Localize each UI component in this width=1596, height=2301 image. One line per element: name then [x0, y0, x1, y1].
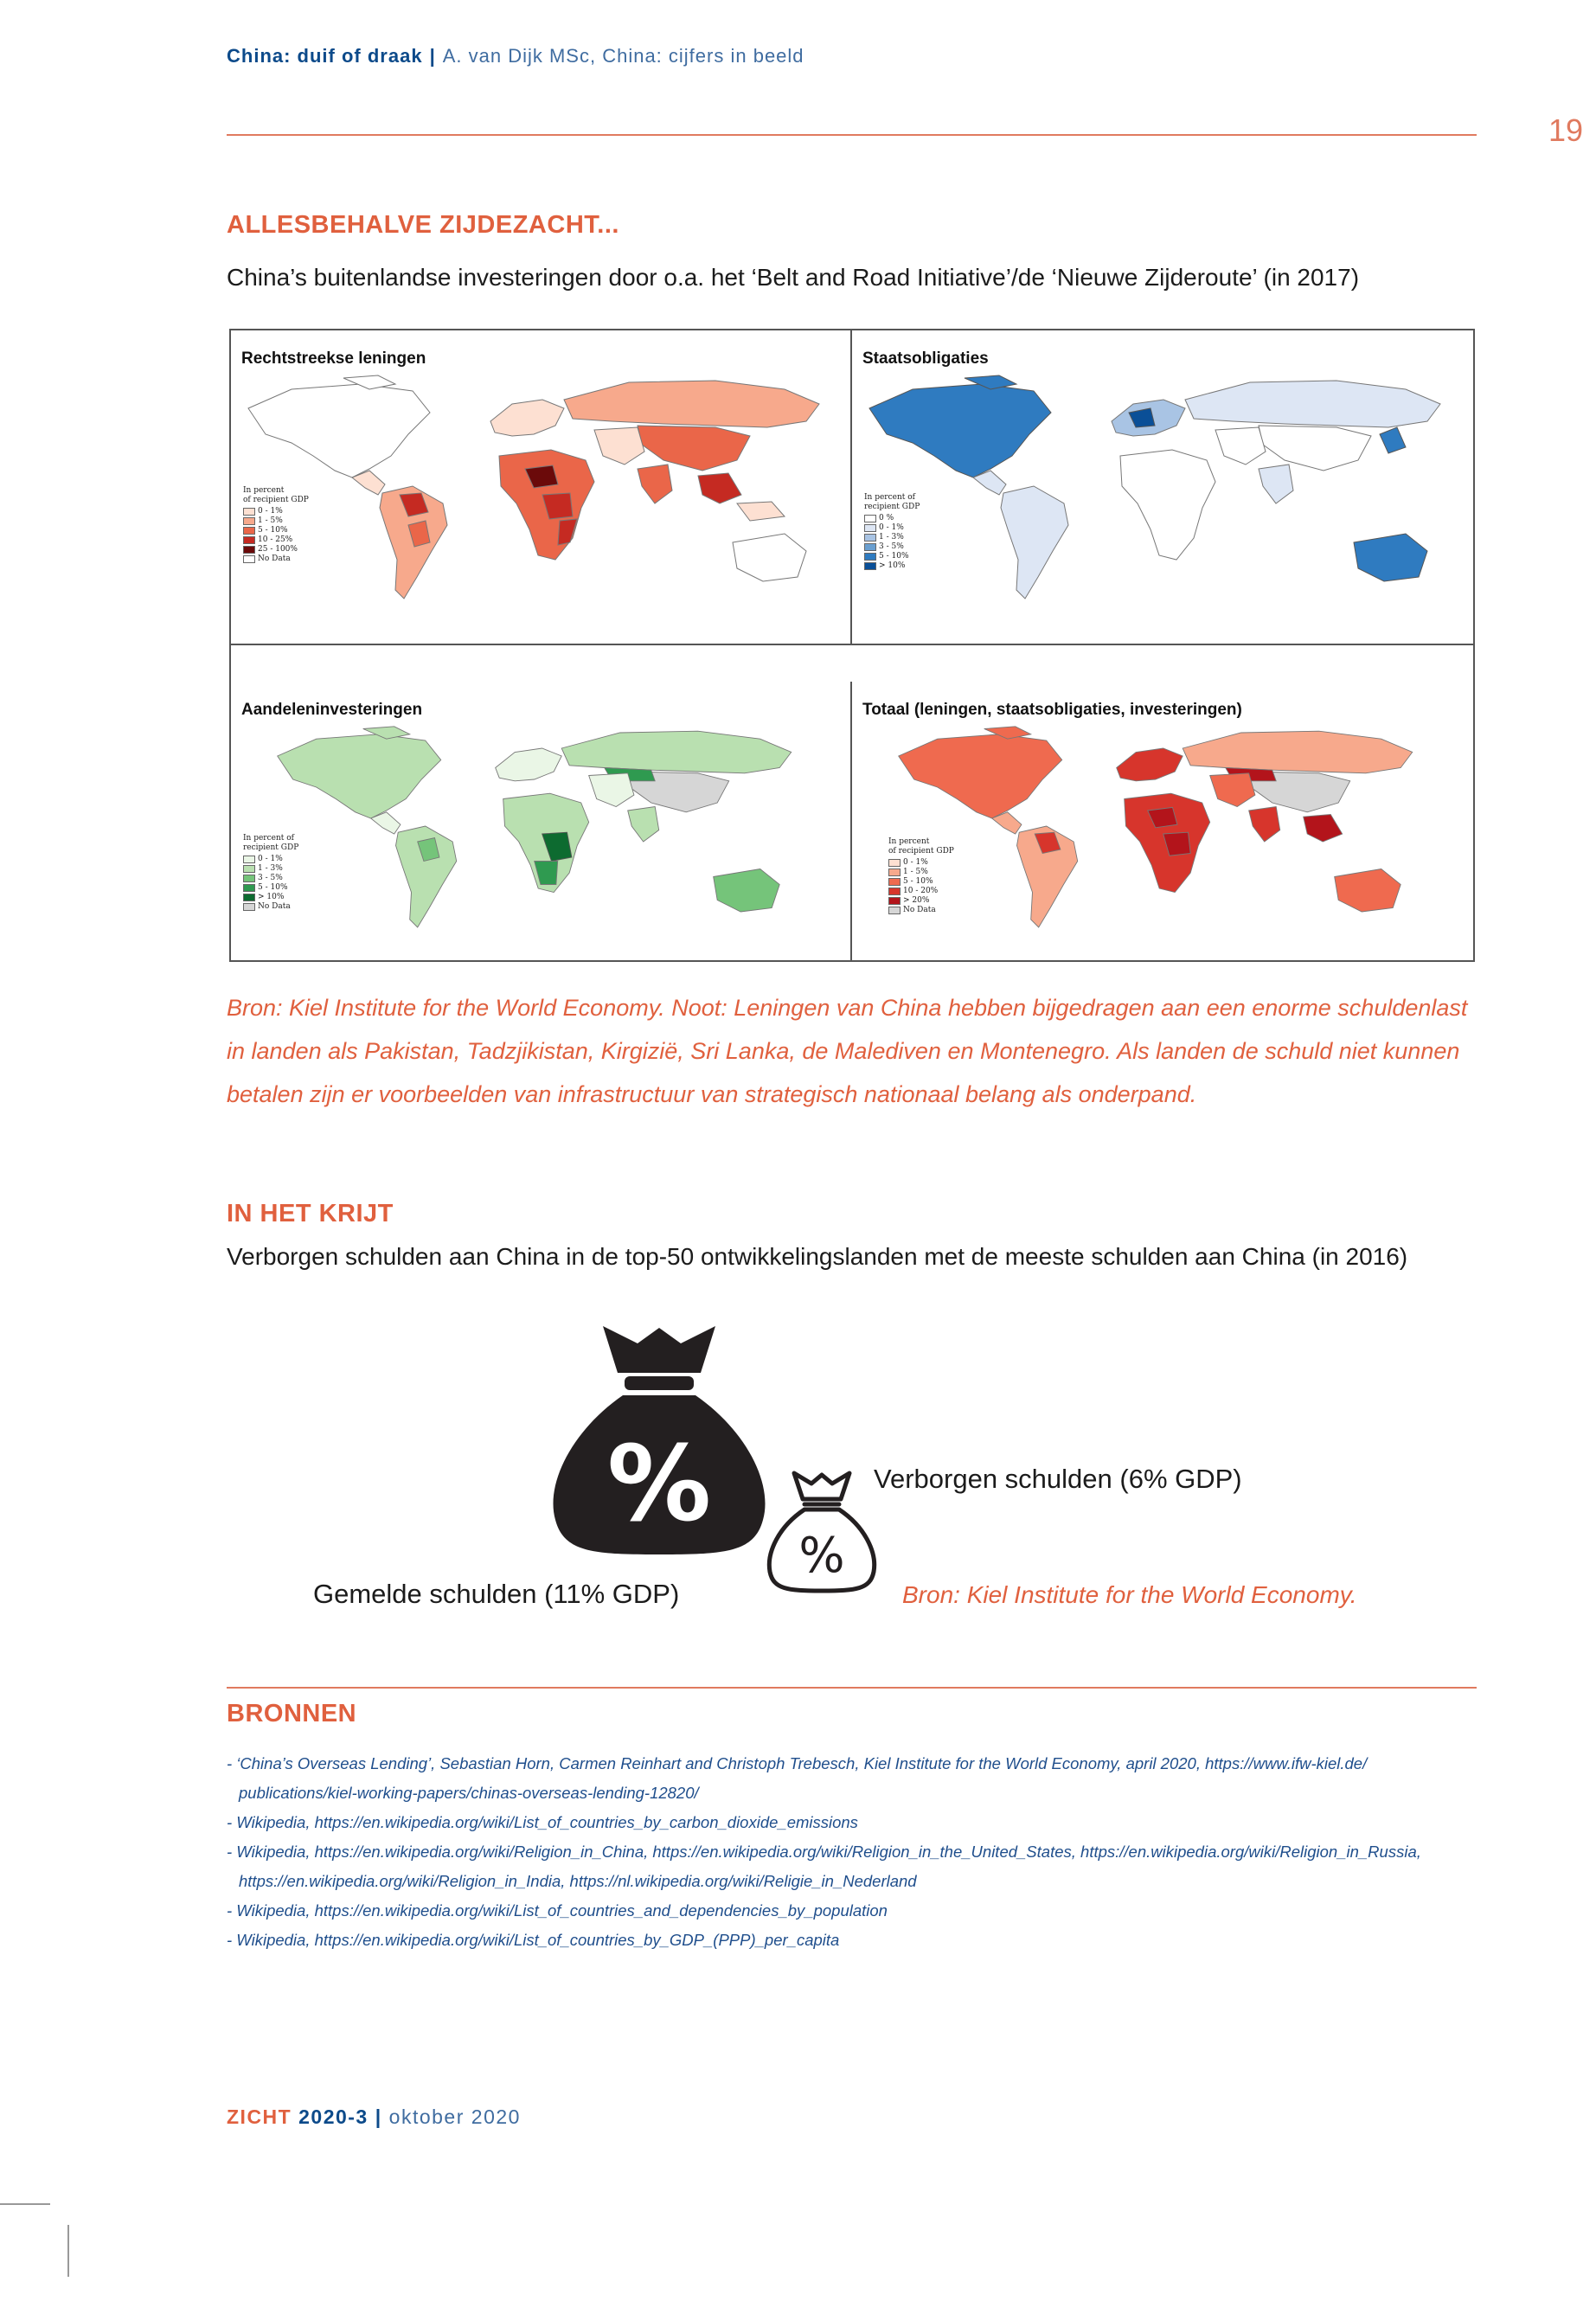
- legend-title-line1: In percent of: [864, 493, 915, 502]
- legend-label: 10 - 25%: [258, 535, 293, 544]
- footer-separator: |: [375, 2106, 382, 2128]
- legend-item: [243, 554, 309, 564]
- legend-total: [888, 837, 954, 915]
- map-title-loans: Rechtstreekse leningen: [241, 349, 426, 368]
- legend-swatch: [888, 859, 901, 867]
- legend-item: [888, 906, 954, 915]
- legend-label: 0 %: [879, 514, 894, 522]
- legend-swatch: [243, 508, 255, 516]
- map-panel-bonds: [852, 330, 1473, 645]
- legend-item: [888, 858, 954, 868]
- legend-item: [243, 893, 298, 902]
- legend-swatch: [243, 555, 255, 563]
- legend-item: [243, 516, 309, 526]
- world-map-bonds: [852, 374, 1470, 633]
- references-list: [227, 1749, 1477, 1955]
- map-panel-equity: [231, 682, 852, 960]
- legend-item: [888, 896, 954, 906]
- map-title-total: Totaal (leningen, staatsobligaties, investeringen): [862, 701, 1242, 719]
- hidden-percent-glyph: %: [798, 1528, 845, 1584]
- hidden-debt-bag-icon: [761, 1466, 882, 1596]
- section-divider: [227, 1687, 1477, 1689]
- legend-title-line1: In percent of: [243, 834, 294, 843]
- legend-swatch: [243, 856, 255, 863]
- legend-item: [864, 514, 920, 523]
- legend-swatch: [888, 897, 901, 905]
- legend-item: [243, 864, 298, 874]
- map-panel-total: [852, 682, 1473, 960]
- section-heading-silk: ALLESBEHALVE ZIJDEZACHT...: [227, 211, 619, 239]
- legend-item: [243, 526, 309, 535]
- crop-mark: [67, 2225, 69, 2277]
- legend-swatch: [243, 536, 255, 544]
- reported-debt-label: Gemelde schulden (11% GDP): [313, 1579, 680, 1609]
- footer-date: oktober 2020: [388, 2106, 521, 2128]
- legend-item: [864, 533, 920, 542]
- hidden-debt-label: Verborgen schulden (6% GDP): [874, 1464, 1242, 1494]
- legend-item: [243, 545, 309, 554]
- header-separator: |: [429, 45, 436, 67]
- reported-percent-glyph: %: [606, 1425, 712, 1545]
- legend-item: [864, 561, 920, 571]
- legend-label: 1 - 5%: [258, 516, 283, 525]
- map-grid: [229, 329, 1475, 962]
- legend-label: 10 - 20%: [903, 887, 939, 895]
- legend-item: [243, 507, 309, 516]
- source-note: Bron: Kiel Institute for the World Economy. Noot: Leningen van China hebben bijgedragen aan een enorme schuldenlast in landen als Pakistan, Tadzjikistan, Kirgizië, Sri Lanka, de Malediven en Montenegro. Als landen de schuld niet kunnen betalen zijn er voorbeelden van infrastructuur van strategisch nationaal belang als onderpand.: [227, 995, 1468, 1107]
- legend-label: 1 - 3%: [879, 533, 904, 542]
- page-number: 19: [1548, 112, 1584, 148]
- legend-title-bonds: [864, 493, 920, 512]
- reference-item: - Wikipedia, https://en.wikipedia.org/wiki/List_of_countries_and_dependencies_by_population: [227, 1901, 888, 1920]
- legend-title-line1: In percent: [243, 486, 285, 495]
- legend-swatch: [243, 894, 255, 901]
- references-heading: BRONNEN: [227, 1700, 357, 1727]
- legend-item: [888, 887, 954, 896]
- page-footer: [227, 2106, 521, 2129]
- reference-item: - Wikipedia, https://en.wikipedia.org/wiki/List_of_countries_by_carbon_dioxide_emissions: [227, 1813, 858, 1831]
- footer-magazine: ZICHT: [227, 2106, 292, 2128]
- legend-label: 5 - 10%: [903, 877, 933, 886]
- legend-item: [864, 542, 920, 552]
- legend-label: > 10%: [258, 893, 285, 901]
- legend-bonds: [864, 493, 920, 571]
- legend-label: 3 - 5%: [258, 874, 283, 882]
- legend-title-loans: [243, 486, 309, 505]
- legend-swatch: [243, 546, 255, 554]
- world-map-equity: [231, 725, 849, 958]
- legend-swatch: [888, 888, 901, 895]
- legend-title-line2: recipient GDP: [243, 843, 299, 852]
- legend-title-line2: of recipient GDP: [243, 496, 309, 504]
- legend-title-line1: In percent: [888, 837, 930, 846]
- legend-loans: [243, 486, 309, 564]
- journal-title: China: duif of draak: [227, 45, 423, 67]
- author-title: A. van Dijk MSc, China: cijfers in beeld: [442, 45, 804, 67]
- section-subtitle-silk: China’s buitenlandse investeringen door o.a. het ‘Belt and Road Initiative’/de ‘Nieuwe Zijderoute’ (in 2017): [227, 264, 1360, 291]
- legend-swatch: [243, 884, 255, 892]
- legend-item: [243, 902, 298, 912]
- legend-swatch: [243, 865, 255, 873]
- legend-label: 1 - 3%: [258, 864, 283, 873]
- legend-item: [243, 874, 298, 883]
- legend-item: [243, 855, 298, 864]
- reported-debt-bag-icon: [547, 1319, 772, 1561]
- legend-title-total: [888, 837, 954, 856]
- legend-swatch: [888, 868, 901, 876]
- legend-label: 0 - 1%: [903, 858, 928, 867]
- crop-mark: [0, 2203, 50, 2205]
- legend-swatch: [864, 524, 876, 532]
- map-panel-loans: [231, 330, 852, 645]
- legend-label: 0 - 1%: [879, 523, 904, 532]
- legend-swatch: [864, 515, 876, 522]
- legend-equity: [243, 834, 298, 912]
- section-subtitle-debt: Verborgen schulden aan China in de top-50 ontwikkelingslanden met de meeste schulden aan China (in 2016): [227, 1243, 1408, 1270]
- legend-item: [888, 868, 954, 877]
- running-header: [227, 45, 804, 67]
- legend-swatch: [864, 534, 876, 542]
- legend-label: 25 - 100%: [258, 545, 298, 554]
- legend-swatch: [243, 527, 255, 535]
- legend-label: 1 - 5%: [903, 868, 928, 876]
- reference-item: - ‘China’s Overseas Lending’, Sebastian Horn, Carmen Reinhart and Christoph Trebesch, Kiel Institute for the World Economy, april 2020, https://www.ifw-kiel.de/ publications/kiel-working-papers/chinas-overseas-lending-12820/: [227, 1754, 1368, 1802]
- header-divider: [227, 134, 1477, 136]
- legend-label: 0 - 1%: [258, 507, 283, 516]
- legend-label: No Data: [903, 906, 936, 914]
- legend-item: [243, 883, 298, 893]
- legend-title-line2: recipient GDP: [864, 503, 920, 511]
- legend-label: > 10%: [879, 561, 906, 570]
- legend-label: 0 - 1%: [258, 855, 283, 863]
- section-heading-debt: IN HET KRIJT: [227, 1200, 394, 1227]
- legend-label: 5 - 10%: [258, 883, 288, 892]
- legend-label: No Data: [258, 902, 291, 911]
- legend-label: 5 - 10%: [258, 526, 288, 535]
- legend-item: [864, 552, 920, 561]
- legend-label: 3 - 5%: [879, 542, 904, 551]
- legend-swatch: [243, 875, 255, 882]
- legend-label: > 20%: [903, 896, 930, 905]
- legend-title-line2: of recipient GDP: [888, 847, 954, 856]
- reference-item: - Wikipedia, https://en.wikipedia.org/wiki/List_of_countries_by_GDP_(PPP)_per_capita: [227, 1931, 840, 1949]
- reference-item: - Wikipedia, https://en.wikipedia.org/wiki/Religion_in_China, https://en.wikipedia.org/wiki/Religion_in_the_United_States, https://en.wikipedia.org/wiki/Religion_in_Russia, https://en.wikipedia.org/wiki/Religion_in_India, https://nl.wikipedia.org/wiki/Religie_in_Nederland: [227, 1843, 1421, 1890]
- legend-swatch: [243, 903, 255, 911]
- legend-swatch: [243, 517, 255, 525]
- legend-swatch: [864, 553, 876, 561]
- debt-source: Bron: Kiel Institute for the World Economy.: [902, 1581, 1357, 1608]
- legend-item: [243, 535, 309, 545]
- legend-swatch: [888, 878, 901, 886]
- legend-swatch: [864, 562, 876, 570]
- legend-item: [864, 523, 920, 533]
- legend-item: [888, 877, 954, 887]
- footer-issue: 2020-3: [298, 2106, 369, 2128]
- legend-title-equity: [243, 834, 298, 853]
- map-title-equity: Aandeleninvesteringen: [241, 701, 423, 719]
- world-map-loans: [231, 374, 849, 633]
- legend-swatch: [864, 543, 876, 551]
- legend-label: 5 - 10%: [879, 552, 909, 561]
- legend-swatch: [888, 907, 901, 914]
- legend-label: No Data: [258, 554, 291, 563]
- map-title-bonds: Staatsobligaties: [862, 349, 989, 368]
